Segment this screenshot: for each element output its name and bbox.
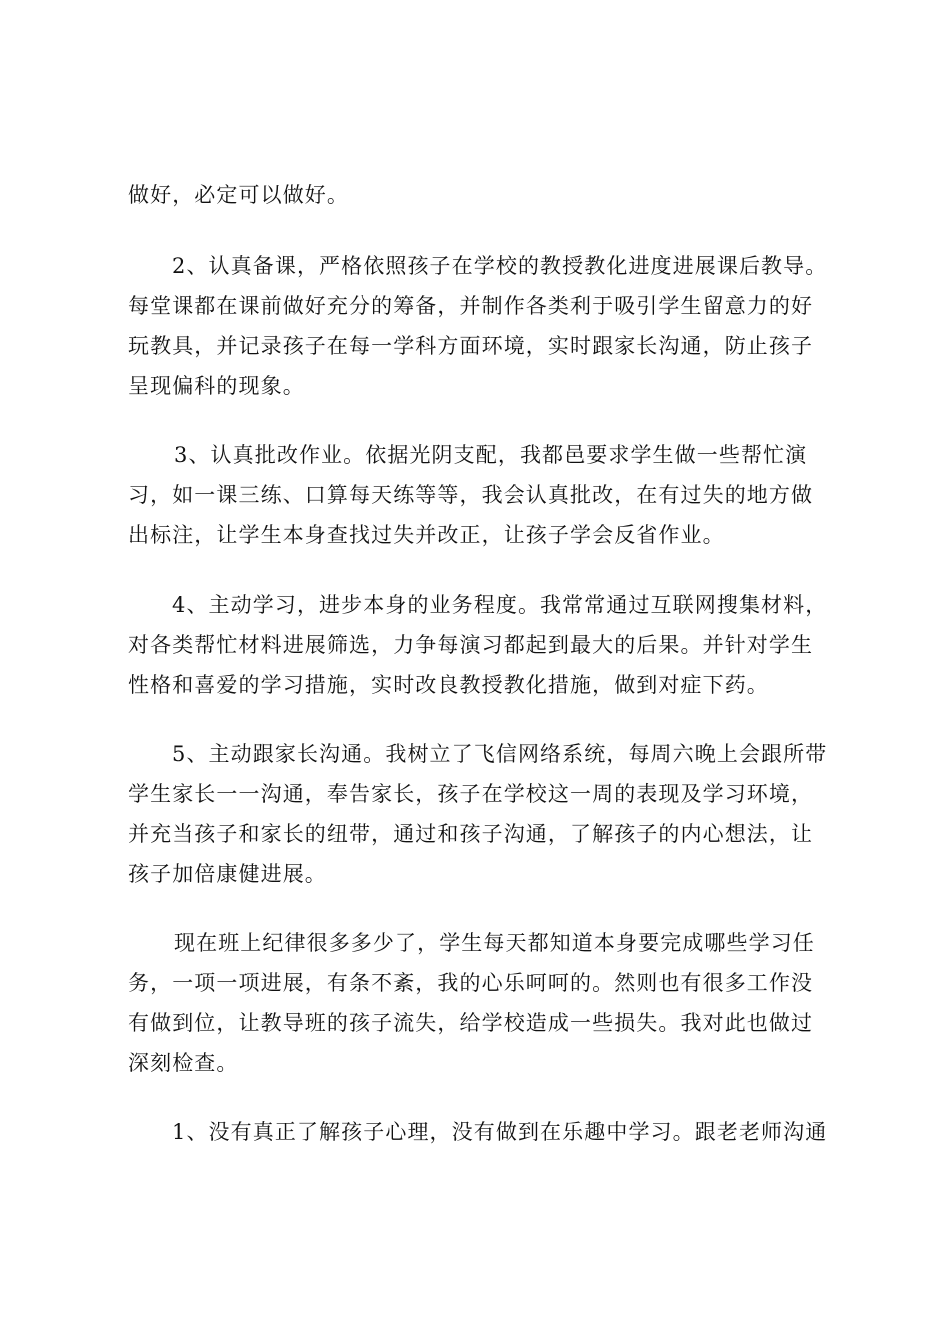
text-line: 现在班上纪律很多多少了，学生每天都知道本身要完成哪些学习任 [174,931,815,955]
text-line: 玩教具，并记录孩子在每一学科方面环境，实时跟家长沟通，防止孩子 [128,334,814,358]
text-line: 1、没有真正了解孩子心理，没有做到在乐趣中学习。跟老老师沟通 [172,1120,828,1144]
text-line: 3、认真批改作业。依据光阴支配，我都邑要求学生做一些帮忙演 [174,443,808,467]
text-line: 习，如一课三练、口算每天练等等，我会认真批改，在有过失的地方做 [128,483,814,507]
text-line: 并充当孩子和家长的纽带，通过和孩子沟通，了解孩子的内心想法，让 [128,822,814,846]
text-line: 呈现偏科的现象。 [128,374,305,398]
text-line: 孩子加倍康健进展。 [128,862,327,886]
text-line: 5、主动跟家长沟通。我树立了飞信网络系统，每周六晚上会跟所带 [172,742,828,766]
text-line: 做好，必定可以做好。 [128,183,349,207]
text-line: 4、主动学习，进步本身的业务程度。我常常通过互联网搜集材料， [172,593,828,617]
text-line: 学生家长一一沟通，奉告家长，孩子在学校这一周的表现及学习环境， [128,782,814,806]
text-line: 有做到位，让教导班的孩子流失，给学校造成一些损失。我对此也做过 [128,1011,814,1035]
text-line: 性格和喜爱的学习措施，实时改良教授教化措施，做到对症下药。 [128,673,769,697]
text-line: 对各类帮忙材料进展筛选，力争每演习都起到最大的后果。并针对学生 [128,633,814,657]
text-line: 出标注，让学生本身查找过失并改正，让孩子学会反省作业。 [128,523,725,547]
text-line: 务，一项一项进展，有条不紊，我的心乐呵呵的。然则也有很多工作没 [128,971,814,995]
text-line: 深刻检查。 [128,1051,239,1075]
text-line: 2、认真备课，严格依照孩子在学校的教授教化进度进展课后教导。 [172,254,828,278]
text-line: 每堂课都在课前做好充分的筹备，并制作各类利于吸引学生留意力的好 [128,294,814,318]
